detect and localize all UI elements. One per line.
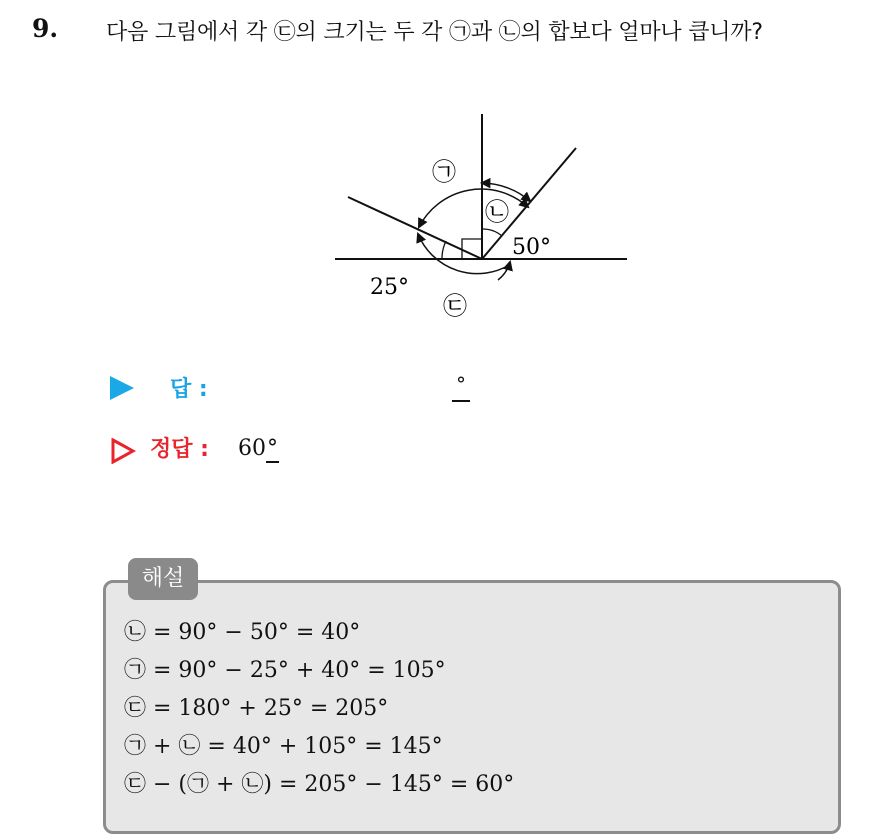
- correct-value: [238, 436, 279, 461]
- right-angle-mark: [462, 239, 482, 259]
- solution-line: ㉢ − (㉠ + ㉡) = 205° − 145° = 60°: [124, 772, 515, 797]
- solution-line: ㉠ = 90° − 25° + 40° = 105°: [124, 658, 446, 683]
- arc-50: [482, 229, 502, 236]
- arc-25: [442, 241, 446, 259]
- correct-unit: °: [267, 436, 278, 461]
- arc-c: [414, 237, 513, 288]
- play-arrow-icon: [110, 376, 134, 400]
- question-number: 9.: [32, 14, 59, 43]
- angle-figure: [330, 108, 630, 323]
- solution-tab: 해설: [128, 558, 198, 600]
- answer-blank[interactable]: [452, 372, 470, 402]
- arc-a: [419, 189, 528, 227]
- solution-lines: [124, 614, 514, 804]
- question-text: 다음 그림에서 각 ㉢의 크기는 두 각 ㉠과 ㉡의 합보다 얼마나 큽니까?: [106, 20, 763, 45]
- figure-label-a: ㉠: [432, 158, 456, 186]
- correct-number: 60: [238, 436, 266, 461]
- answer-unit: °: [456, 372, 466, 396]
- figure-angle-50: 50°: [512, 235, 551, 260]
- solution-line: ㉢ = 180° + 25° = 205°: [124, 696, 389, 721]
- correct-label: 정답 :: [150, 437, 209, 462]
- solution-line: ㉠ + ㉡ = 40° + 105° = 145°: [124, 734, 443, 759]
- solution-line: ㉡ = 90° − 50° = 40°: [124, 620, 361, 645]
- figure-angle-25: 25°: [370, 275, 409, 300]
- figure-label-c: ㉢: [443, 292, 467, 320]
- figure-label-b: ㉡: [485, 198, 509, 226]
- answer-label: 답 :: [170, 377, 208, 402]
- arc-c-head: [498, 262, 510, 280]
- outline-arrow-icon: [110, 438, 136, 464]
